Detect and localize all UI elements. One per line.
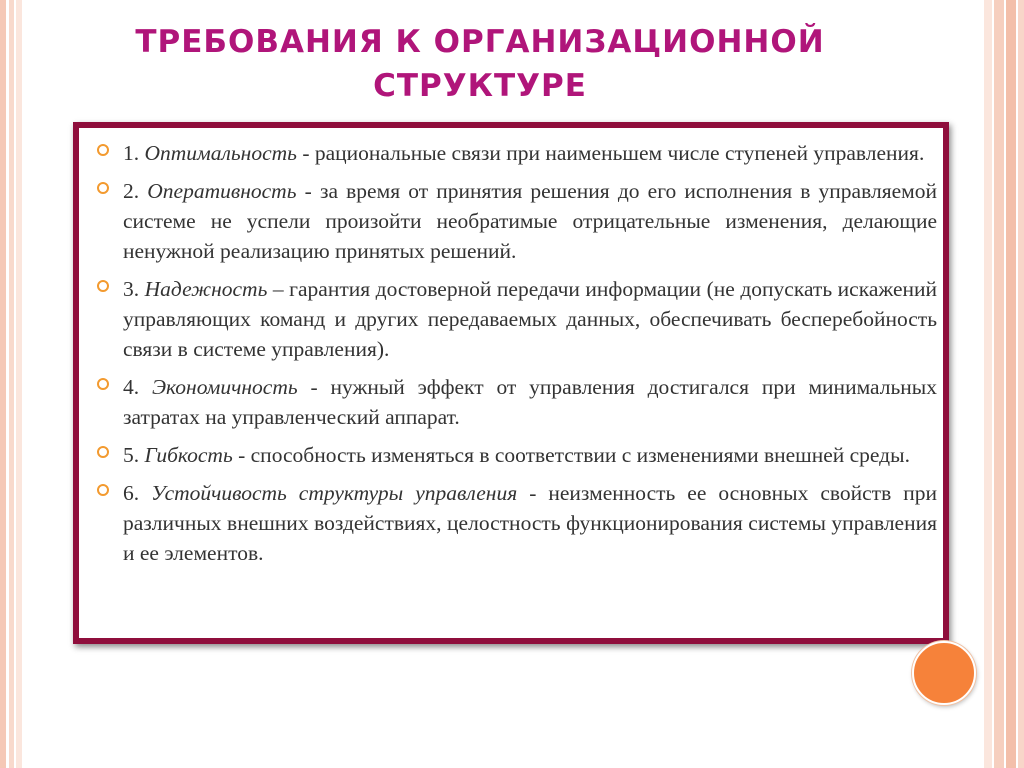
list-item <box>97 440 937 470</box>
list-item <box>97 138 937 168</box>
list-item <box>97 478 937 568</box>
item-term: Оперативность <box>147 179 297 203</box>
item-term: Устойчивость структуры управления <box>151 481 518 505</box>
requirements-list <box>97 138 937 576</box>
bullet-ring-icon <box>97 182 109 194</box>
list-item-text <box>123 176 937 266</box>
bullet-ring-icon <box>97 446 109 458</box>
item-description: - рациональные связи при наименьшем числе ступеней управления. <box>296 141 925 165</box>
orange-circle-decoration <box>912 641 976 705</box>
bullet-ring-icon <box>97 484 109 496</box>
item-description: - за время от принятия решения до его исполнения в управляемой системе не успели произойти необратимые отрицательные изменения, делающие ненужной реализацию принятых решений. <box>123 179 937 263</box>
item-number: 3. <box>123 277 140 301</box>
item-number: 1. <box>123 141 140 165</box>
list-item <box>97 274 937 364</box>
slide-title: ТРЕБОВАНИЯ К ОРГАНИЗАЦИОННОЙ СТРУКТУРЕ <box>135 24 825 104</box>
list-item <box>97 372 937 432</box>
bullet-ring-icon <box>97 280 109 292</box>
item-number: 5. <box>123 443 140 467</box>
bullet-ring-icon <box>97 378 109 390</box>
left-decorative-border <box>0 0 22 768</box>
item-description: – гарантия достоверной передачи информации (не допускать искажений управляющих команд и других передаваемых данных, обеспечивать бесперебойность связи в системе управления). <box>123 277 937 361</box>
item-term: Гибкость <box>144 443 233 467</box>
content-frame <box>73 122 949 644</box>
list-item-text <box>123 372 937 432</box>
item-term: Экономичность <box>151 375 298 399</box>
item-description: - нужный эффект от управления достигался при минимальных затратах на управленческий аппарат. <box>123 375 937 429</box>
list-item-text <box>123 440 937 470</box>
list-item-text <box>123 478 937 568</box>
item-number: 6. <box>123 481 140 505</box>
list-item-text <box>123 274 937 364</box>
item-description: - способность изменяться в соответствии с изменениями внешней среды. <box>232 443 910 467</box>
item-number: 4. <box>123 375 140 399</box>
item-term: Надежность <box>144 277 268 301</box>
list-item <box>97 176 937 266</box>
item-number: 2. <box>123 179 140 203</box>
list-item-text <box>123 138 937 168</box>
bullet-ring-icon <box>97 144 109 156</box>
right-decorative-border <box>984 0 1024 768</box>
item-description: - неизменность ее основных свойств при различных внешних воздействиях, целостность функционирования системы управления и ее элементов. <box>123 481 937 565</box>
item-term: Оптимальность <box>144 141 297 165</box>
